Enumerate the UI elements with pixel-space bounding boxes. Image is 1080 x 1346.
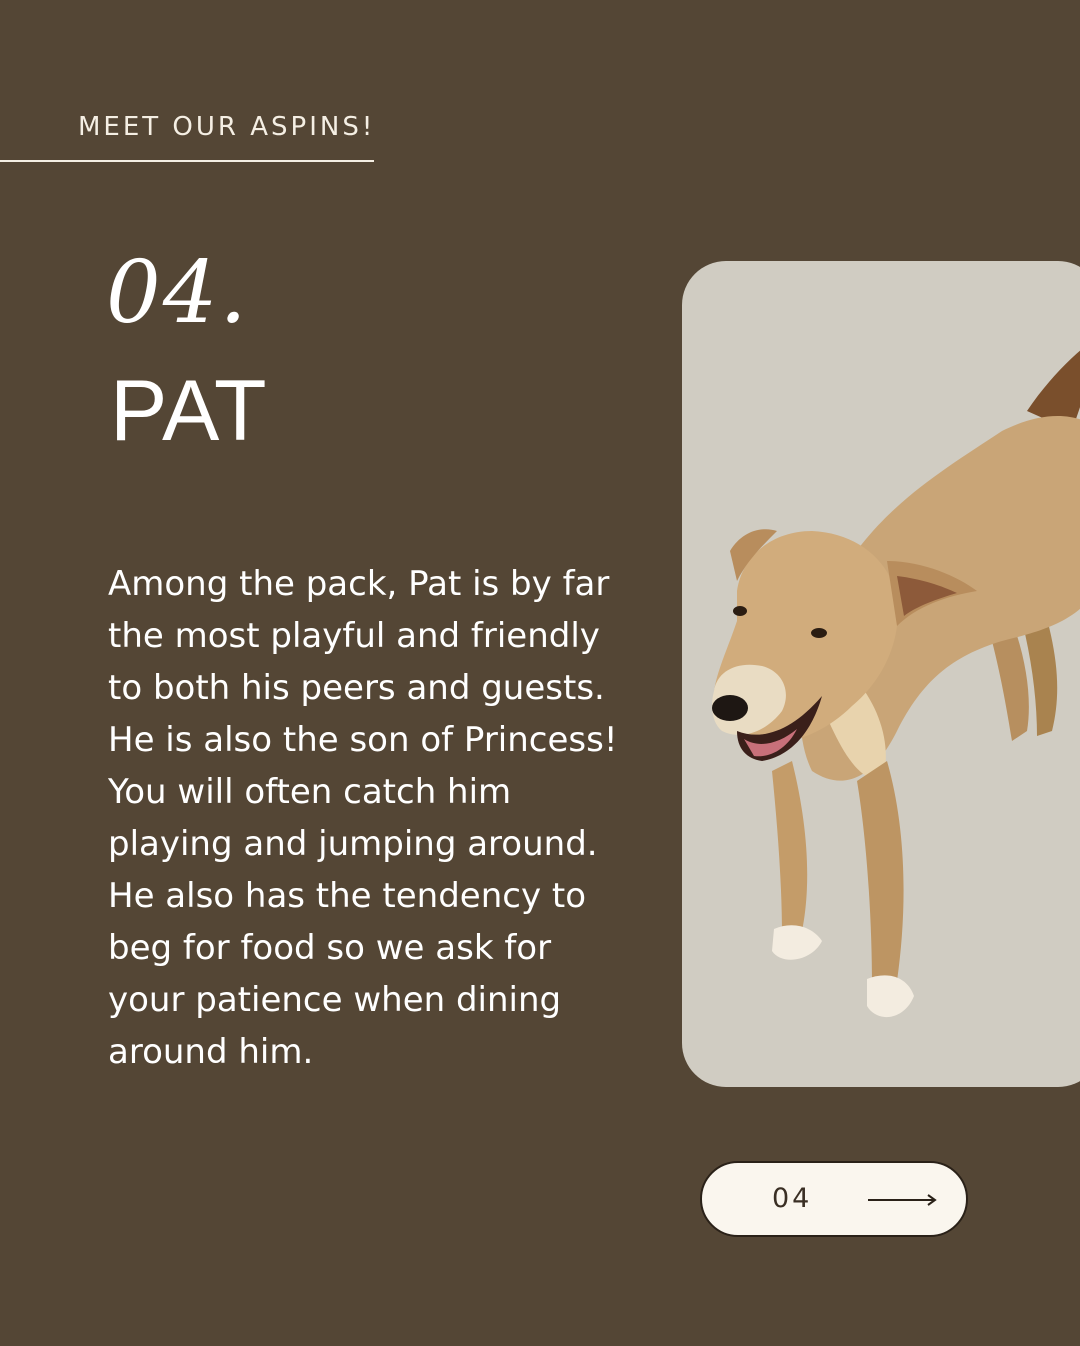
dog-photo-card: [682, 261, 1080, 1087]
dog-paw: [867, 975, 914, 1017]
description-line: around him.: [108, 1032, 314, 1072]
profile-description: [108, 558, 628, 1078]
dog-front-leg: [772, 761, 807, 936]
description-line: playing and jumping around.: [108, 824, 598, 864]
profile-name: PAT: [110, 363, 268, 459]
profile-number: 04.: [106, 243, 249, 343]
description-line: You will often catch him: [108, 772, 512, 812]
description-line: beg for food so we ask for: [108, 928, 552, 968]
heading-underline: [0, 160, 374, 162]
dog-eye: [733, 606, 747, 616]
description-line: the most playful and friendly: [108, 616, 600, 656]
dog-nose: [712, 695, 748, 721]
description-line: Among the pack, Pat is by far: [108, 564, 610, 604]
dog-eye: [811, 628, 827, 638]
dog-paw: [772, 925, 822, 960]
description-line: your patience when dining: [108, 980, 562, 1020]
description-line: He also has the tendency to: [108, 876, 587, 916]
arrow-right-icon: [868, 1193, 938, 1207]
section-heading: MEET OUR ASPINS!: [78, 112, 376, 142]
description-line: He is also the son of Princess!: [108, 720, 618, 760]
dog-photo: [682, 261, 1080, 1087]
page-number: 04: [772, 1183, 813, 1214]
next-page-button[interactable]: [700, 1161, 968, 1237]
dog-front-leg: [857, 761, 904, 986]
description-line: to both his peers and guests.: [108, 668, 605, 708]
